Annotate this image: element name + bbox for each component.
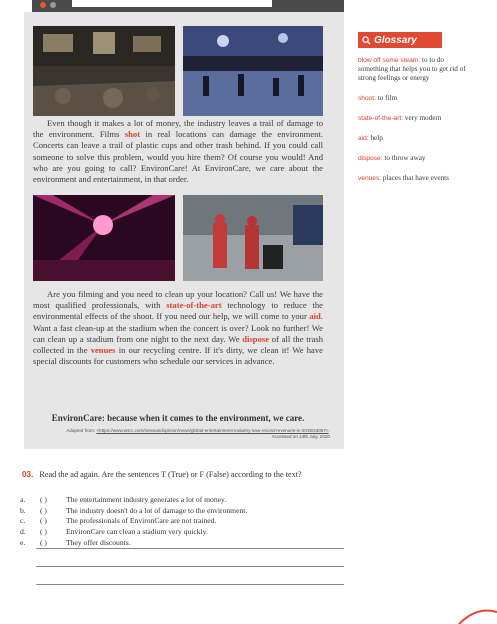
para2-text-1: Are you filming and you need to clean up your location? Call us! We have the most qualified professionals, with [33,289,323,311]
glossary-item [358,114,470,123]
source-link[interactable]: <https://www.wsrc.com/newsandopinion/news/global-entertainment-industry-saw-record-revenues-in-2019/43067> [96,428,329,433]
photo-cleaners-street [183,195,323,281]
glossary-item [358,94,470,103]
glossary-def: help [368,134,383,142]
window-dots [40,2,56,8]
exercise-item [20,537,350,548]
exercise-item [20,505,350,516]
glossary-term: venues: [358,175,382,182]
glossary-item [358,154,470,163]
photo-stage-lights [33,195,175,281]
exercise-item [20,516,350,527]
item-letter: d. [20,527,26,537]
glossary-term: blow off some steam: [358,57,421,64]
item-letter: e. [20,538,26,548]
para1-text-a: Even though it makes a lot of money, the industry leaves a trail of damage to the environment. Films [33,118,323,140]
glossary-list [358,56,470,194]
term-dispose: dispose [242,333,270,344]
photo-concert-crowd [183,26,323,116]
address-bar [72,0,272,7]
answer-blank[interactable]: ( ) [40,516,47,526]
article-paragraph-1 [33,118,323,185]
answer-line[interactable] [36,566,344,567]
corner-swoosh-icon [457,604,497,624]
magnifier-icon [362,36,371,45]
answer-blank[interactable]: ( ) [40,494,47,504]
term-venues: venues [90,345,116,356]
exercise-item [20,494,350,505]
top-bar [32,0,344,12]
glossary-header [358,32,442,48]
ad-tagline: EnvironCare: because when it comes to the environment, we care. [51,413,305,423]
exercise-instruction: Read the ad again. Are the sentences T (True) or F (False) according to the text? [39,470,302,479]
item-letter: b. [20,505,26,515]
item-letter: c. [20,516,26,526]
gray-dot [50,2,56,8]
source-citation [60,428,330,440]
answer-blank[interactable]: ( ) [40,527,47,537]
item-text: They offer discounts. [66,538,131,548]
answer-blank[interactable]: ( ) [40,505,47,515]
para2-text-3: . Want a fast clean-up at the stadium when the concert is over? Look no further! We can clean up a stadium from one night to the next day. We [33,311,323,344]
glossary-item [358,174,470,183]
para2-text-5: in our recycling centre. If it's dirty, we clean it! We have special discounts for customers who schedule our services in advance. [33,345,323,367]
glossary-term: state-of-the-art: [358,115,404,122]
glossary-title: Glossary [374,34,417,46]
glossary-def: to throw away [382,154,426,162]
item-text: The industry doesn't do a lot of damage to the environment. [66,505,248,515]
answer-blank[interactable]: ( ) [40,538,47,548]
answer-line[interactable] [36,584,344,585]
exercise-item [20,526,350,537]
term-aid: aid [309,311,321,322]
glossary-def: to to do something that helps you to get rid of strong feelings or energy [358,56,466,82]
photo-trash-warehouse [33,26,175,116]
source-prefix: Adapted from: [66,428,97,433]
term-shot: shot [124,129,141,140]
glossary-def: places that have events [381,174,449,182]
para1-text-b: in real locations can damage the environment. Concerts can leave a trail of plastic cups and other trash behind. If you could call someone to solve this problem, would you hire them? Of course you would! And who are you going to call? EnvironCare! At EnvironCare, we care about the environment and entertainment, in that order. [33,129,323,185]
exercise-heading [22,470,362,479]
glossary-item [358,134,470,143]
para2-text-4: of all the trash collected in the [33,333,323,356]
article-paragraph-2 [33,289,323,367]
para2-text-2: technology to reduce the environmental effects of the shoot. If you need our help, we will come to your [33,300,323,322]
glossary-item [358,56,470,83]
exercise-items [20,494,350,548]
red-dot [40,2,46,8]
glossary-def: to film [375,94,398,102]
item-letter: a. [20,494,26,504]
term-state-of-the-art: state-of-the-art [166,300,222,311]
answer-line[interactable] [36,548,344,549]
item-text: The professionals of EnvironCare are not trained. [66,516,217,526]
glossary-def: very modern [403,114,442,122]
answer-lines[interactable] [36,548,344,602]
source-suffix: . Accessed on 14th July, 2020 [271,428,330,439]
glossary-term: dispose: [358,155,383,162]
glossary-term: aid: [358,135,369,142]
item-text: The entertainment industry generates a lot of money. [66,494,227,504]
item-text: EnvironCare can clean a stadium very quickly. [66,527,208,537]
exercise-number: 03. [22,470,34,479]
glossary-term: shoot: [358,95,376,102]
